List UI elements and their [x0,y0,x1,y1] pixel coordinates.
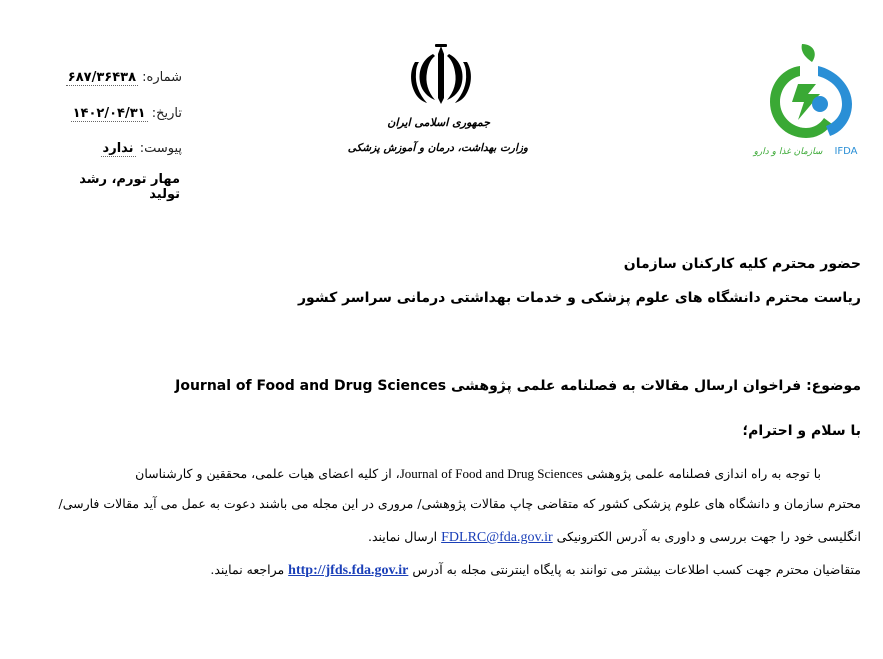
logo-text-en: IFDA [834,146,858,157]
iran-emblem-icon [405,40,477,112]
body-p1-after: ، از کلیه اعضای هیات علمی، محققین و کارشناسان [135,466,400,481]
slogan-stamp: مهار تورم، رشد تولید [79,172,180,202]
attachment-row [22,141,182,156]
body-line4-after: مراجعه نمایند. [210,562,285,577]
logo-text-fa: سازمان غذا و دارو [753,147,823,157]
body-line2: محترم سازمان و دانشگاه های علوم پزشکی کشور که متقاضی چاپ مقالات پژوهشی/ مروری در این مجله می باشند دعوت به عمل می آید مقالات فارسی/ [58,496,861,511]
body-p1-before: با توجه به راه اندازی فصلنامه علمی پژوهشی [586,466,821,481]
greeting: با سلام و احترام؛ [742,423,861,439]
subject-line [175,378,861,394]
body-line3-before: انگلیسی خود را جهت بررسی و داوری به آدرس الکترونیکی [556,529,861,544]
body-line1 [135,466,821,482]
ifda-logo-icon [753,40,864,160]
number-label: شماره: [142,70,182,85]
body-line4 [210,562,861,579]
email-link[interactable]: FDLRC@fda.gov.ir [441,530,553,545]
date-value: ۱۴۰۲/۰۴/۳۱ [72,106,146,121]
number-value: ۶۸۷/۳۶۴۳۸ [67,70,137,85]
addressee-line1: حضور محترم کلیه کارکنان سازمان [623,256,861,272]
date-label: تاریخ: [151,106,182,121]
body-p1-journal: Journal of Food and Drug Sciences [399,466,583,481]
subject-journal: Journal of Food and Drug Sciences [175,378,447,394]
attachment-label: پیوست: [139,141,182,156]
body-line3 [368,529,861,546]
attachment-value: ندارد [102,141,134,156]
subject-label: موضوع: فراخوان ارسال مقالات به فصلنامه علمی پژوهشی [450,378,861,394]
gov-title-line1: جمهوری اسلامی ایران [387,116,490,129]
addressee-line2: ریاست محترم دانشگاه های علوم پزشکی و خدمات بهداشتی درمانی سراسر کشور [298,290,861,306]
gov-title-line2: وزارت بهداشت، درمان و آموزش پزشکی [347,142,528,154]
body-line4-before: متقاضیان محترم جهت کسب اطلاعات بیشتر می توانند به پایگاه اینترنتی مجله به آدرس [412,562,861,577]
number-row [22,70,182,85]
website-link[interactable]: http://jfds.fda.gov.ir [288,563,409,578]
date-row [22,106,182,121]
body-line3-after: ارسال نمایند. [367,529,438,544]
